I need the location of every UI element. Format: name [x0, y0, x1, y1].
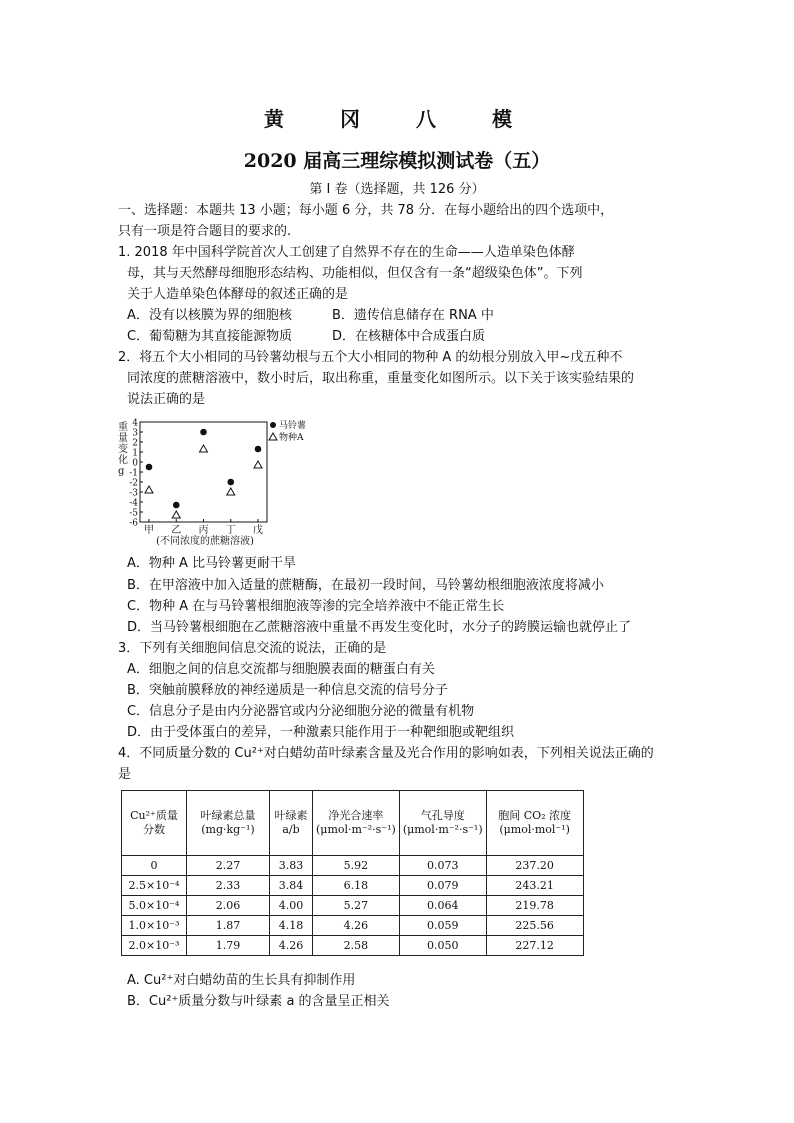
q4-stem-line2: 是 — [118, 767, 132, 782]
y-tick-label: 4 — [132, 418, 138, 429]
table-cell: 2.58 — [313, 936, 400, 956]
x-tick-label: 丙 — [198, 525, 209, 536]
table-row — [122, 876, 584, 896]
q3-option-b: B．突触前膜释放的神经递质是一种信息交流的信号分子 — [127, 683, 448, 698]
legend-marker — [269, 433, 277, 440]
table-cell: 0.059 — [399, 916, 486, 936]
col-header: 净光合速率(μmol·m⁻²·s⁻¹) — [313, 791, 400, 856]
y-label-char: 化 — [118, 455, 128, 466]
y-label-char: 量 — [118, 433, 128, 444]
y-tick-label: 2 — [132, 438, 138, 449]
instructions-line2: 只有一项是符合题目的要求的. — [118, 224, 292, 239]
q1-option-d: D．在核糖体中合成蛋白质 — [332, 329, 486, 344]
q2-stem-line3: 说法正确的是 — [127, 392, 206, 407]
x-tick-label: 丁 — [225, 525, 236, 536]
table-cell: 3.84 — [270, 876, 313, 896]
q3-stem: 3．下列有关细胞间信息交流的说法，正确的是 — [118, 641, 387, 656]
table-cell: 5.0×10⁻⁴ — [122, 896, 187, 916]
point-物种A — [227, 488, 235, 495]
point-马铃薯 — [146, 464, 153, 471]
x-tick-label: 甲 — [144, 525, 154, 536]
table-cell: 5.92 — [313, 856, 400, 876]
q1-option-a: A．没有以核膜为界的细胞核 — [127, 308, 292, 323]
col-header: 叶绿素总量(mg·kg⁻¹) — [187, 791, 270, 856]
col-header: Cu²⁺质量分数 — [122, 791, 187, 856]
q3-option-a: A．细胞之间的信息交流都与细胞膜表面的糖蛋白有关 — [127, 662, 435, 677]
table-cell: 2.0×10⁻³ — [122, 936, 187, 956]
y-tick-label: 0 — [132, 458, 138, 469]
y-label-char: 变 — [118, 444, 128, 455]
y-tick-label: 3 — [132, 428, 138, 439]
chart-x-label: (不同浓度的蔗糖溶液) — [156, 536, 254, 547]
table-cell: 0.050 — [399, 936, 486, 956]
table-cell: 0 — [122, 856, 187, 876]
y-tick-label: -3 — [129, 488, 138, 499]
table-cell: 5.27 — [313, 896, 400, 916]
q1-option-c: C．葡萄糖为其直接能源物质 — [127, 329, 293, 344]
legend-label: 马铃薯 — [279, 421, 307, 431]
y-label-char: 重 — [118, 422, 128, 433]
table-cell: 0.073 — [399, 856, 486, 876]
chart-y-label — [118, 420, 128, 477]
point-马铃薯 — [255, 446, 262, 453]
table-row — [122, 916, 584, 936]
weight-change-chart — [112, 414, 332, 548]
q2-stem-line1: 2．将五个大小相同的马铃薯幼根与五个大小相同的物种 A 的幼根分别放入甲~戊五种不 — [118, 350, 623, 365]
y-tick-label: -1 — [129, 468, 138, 479]
q4-stem-line1: 4．不同质量分数的 Cu²⁺对白蜡幼苗叶绿素含量及光合作用的影响如表，下列相关说法正确的 — [118, 746, 654, 761]
q2-option-b: B．在甲溶液中加入适量的蔗糖酶，在最初一段时间，马铃薯幼根细胞液浓度将减小 — [127, 578, 604, 593]
table-cell: 227.12 — [486, 936, 583, 956]
q2-option-a: A．物种 A 比马铃薯更耐干旱 — [127, 556, 297, 571]
q1-stem-line1: 1. 2018 年中国科学院首次人工创建了自然界不存在的生命——人造单染色体酵 — [118, 245, 575, 260]
table-cell: 1.0×10⁻³ — [122, 916, 187, 936]
table-cell: 225.56 — [486, 916, 583, 936]
q3-option-c: C．信息分子是由内分泌器官或内分泌细胞分泌的微量有机物 — [127, 704, 475, 719]
point-物种A — [254, 461, 262, 468]
table-cell: 0.064 — [399, 896, 486, 916]
exam-title: 2020 届高三理综模拟测试卷（五） — [243, 150, 551, 172]
col-header: 气孔导度(μmol·m⁻²·s⁻¹) — [399, 791, 486, 856]
table-cell: 4.18 — [270, 916, 313, 936]
point-物种A — [172, 511, 180, 518]
table-cell: 6.18 — [313, 876, 400, 896]
point-物种A — [200, 445, 208, 452]
table-row — [122, 856, 584, 876]
table-cell: 243.21 — [486, 876, 583, 896]
legend-marker — [270, 422, 276, 428]
data-points — [145, 429, 262, 518]
x-tick-label: 乙 — [171, 525, 182, 536]
y-tick-label: -6 — [129, 518, 138, 529]
q1-stem-line3: 关于人造单染色体酵母的叙述正确的是 — [127, 287, 349, 302]
y-tick-label: 1 — [132, 448, 138, 459]
y-tick-label: -2 — [129, 478, 138, 489]
table-cell: 4.26 — [313, 916, 400, 936]
table-cell: 4.00 — [270, 896, 313, 916]
table-cell: 2.5×10⁻⁴ — [122, 876, 187, 896]
y-label-char: g — [118, 466, 125, 477]
table-header-row — [122, 791, 584, 856]
table-cell: 237.20 — [486, 856, 583, 876]
y-ticks — [129, 419, 143, 529]
table-cell: 2.33 — [187, 876, 270, 896]
table-row — [122, 896, 584, 916]
school-title: 黄 冈 八 模 — [264, 107, 530, 131]
table-cell: 219.78 — [486, 896, 583, 916]
point-物种A — [145, 486, 153, 493]
instructions-line1: 一、选择题：本题共 13 小题；每小题 6 分，共 78 分．在每小题给出的四个选项中， — [118, 203, 614, 218]
q4-option-b: B．Cu²⁺质量分数与叶绿素 a 的含量呈正相关 — [127, 994, 390, 1009]
y-tick-label: -4 — [129, 498, 138, 509]
section-heading: 第 I 卷（选择题，共 126 分） — [309, 182, 485, 197]
table-cell: 4.26 — [270, 936, 313, 956]
point-马铃薯 — [227, 479, 234, 486]
table-cell: 0.079 — [399, 876, 486, 896]
table-cell: 2.06 — [187, 896, 270, 916]
y-tick-label: -5 — [129, 508, 138, 519]
cu-effect-table — [121, 790, 584, 956]
table-cell: 1.87 — [187, 916, 270, 936]
q1-stem-line2: 母，其与天然酵母细胞形态结构、功能相似，但仅含有一条“超级染色体”。下列 — [127, 266, 583, 281]
chart-legend — [269, 419, 306, 443]
q2-option-c: C．物种 A 在与马铃薯根细胞液等渗的完全培养液中不能正常生长 — [127, 599, 505, 614]
plot-frame — [140, 422, 267, 522]
q2-stem-line2: 同浓度的蔗糖溶液中，数小时后，取出称重，重量变化如图所示。以下关于该实验结果的 — [127, 371, 635, 386]
q1-option-b: B．遗传信息储存在 RNA 中 — [332, 308, 494, 323]
q3-option-d: D．由于受体蛋白的差异，一种激素只能作用于一种靶细胞或靶组织 — [127, 725, 515, 740]
table-row — [122, 936, 584, 956]
table-cell: 1.79 — [187, 936, 270, 956]
point-马铃薯 — [173, 502, 180, 509]
x-tick-label: 戊 — [253, 525, 263, 536]
table-cell: 3.83 — [270, 856, 313, 876]
point-马铃薯 — [200, 429, 207, 436]
col-header: 叶绿素 a/b — [270, 791, 313, 856]
q2-option-d: D．当马铃薯根细胞在乙蔗糖溶液中重量不再发生变化时，水分子的跨膜运输也就停止了 — [127, 620, 632, 635]
col-header: 胞间 CO₂ 浓度(μmol·mol⁻¹) — [486, 791, 583, 856]
legend-label: 物种A — [279, 433, 304, 443]
q4-option-a: A. Cu²⁺对白蜡幼苗的生长具有抑制作用 — [127, 973, 356, 988]
table-cell: 2.27 — [187, 856, 270, 876]
